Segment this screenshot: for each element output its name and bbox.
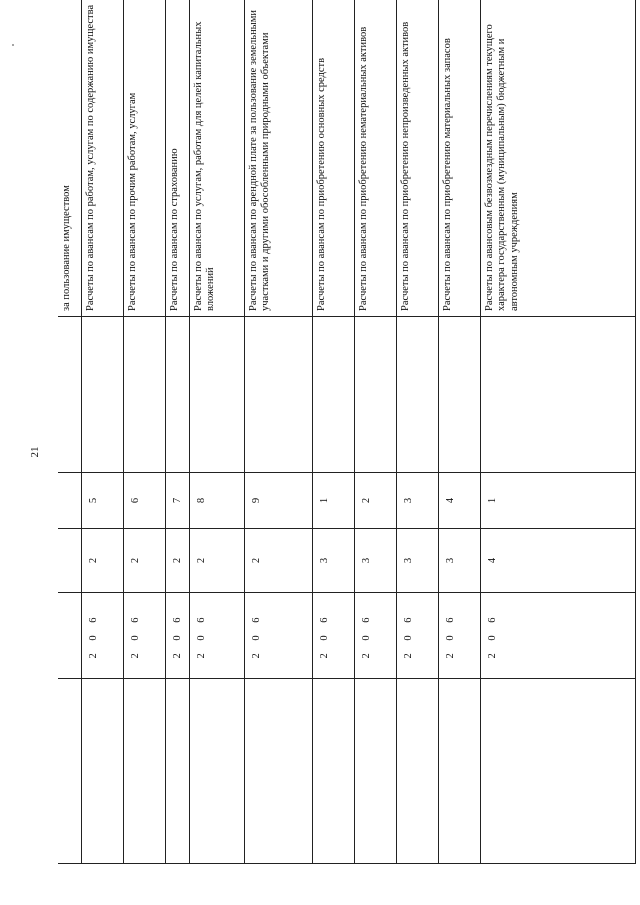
account-cell [58,679,82,864]
account-code-cell: 2 0 6 [166,593,190,679]
group-code-cell: 2 [166,529,190,593]
account-name-cell: Расчеты по авансам по приобретению основных средств [313,0,355,317]
account-name-cell: Расчеты по авансам по приобретению непроизведенных активов [397,0,439,317]
scan-dot [12,44,14,46]
account-name-cell: Расчеты по авансам по услугам, работам для целей капитальных вложений [190,0,245,317]
blank-cell [58,317,82,473]
group-code-cell [58,529,82,593]
account-cell [355,679,397,864]
table-row [439,0,481,864]
blank-cell [355,317,397,473]
account-cell [439,679,481,864]
item-code-cell: 1 [313,473,355,529]
item-code-cell: 3 [397,473,439,529]
item-code-cell: 9 [245,473,313,529]
group-code-cell: 4 [481,529,636,593]
table-row [166,0,190,864]
item-code-cell: 4 [439,473,481,529]
group-code-cell: 3 [439,529,481,593]
account-name-cell: Расчеты по авансовым безвозмездным перечислениям текущего характера государственным (муниципальным) бюджетным и автономным учреждениям [481,0,636,317]
blank-cell [313,317,355,473]
blank-cell [481,317,636,473]
blank-cell [190,317,245,473]
account-cell [481,679,636,864]
item-code-cell [58,473,82,529]
account-cell [82,679,124,864]
table-row [124,0,166,864]
account-name-cell: Расчеты по авансам по страхованию [166,0,190,317]
accounts-table-rotated [58,4,570,864]
item-code-cell: 1 [481,473,636,529]
blank-cell [245,317,313,473]
blank-cell [439,317,481,473]
account-code-cell: 2 0 6 [397,593,439,679]
account-name-cell: Расчеты по авансам по приобретению материальных запасов [439,0,481,317]
table-row [245,0,313,864]
group-code-cell: 3 [313,529,355,593]
account-name-cell: за пользование имуществом [58,0,82,317]
table-row [355,0,397,864]
table-row [82,0,124,864]
item-code-cell: 6 [124,473,166,529]
account-name-cell: Расчеты по авансам по работам, услугам по содержанию имущества [82,0,124,317]
account-code-cell [58,593,82,679]
page-number: 21 [29,446,41,458]
blank-cell [166,317,190,473]
account-cell [397,679,439,864]
group-code-cell: 3 [397,529,439,593]
group-code-cell: 3 [355,529,397,593]
account-cell [313,679,355,864]
group-code-cell: 2 [190,529,245,593]
account-code-cell: 2 0 6 [124,593,166,679]
table-row [190,0,245,864]
group-code-cell: 2 [124,529,166,593]
account-code-cell: 2 0 6 [82,593,124,679]
blank-cell [82,317,124,473]
account-code-cell: 2 0 6 [355,593,397,679]
account-name-cell: Расчеты по авансам по прочим работам, услугам [124,0,166,317]
table-row [313,0,355,864]
account-name-cell: Расчеты по авансам по приобретению нематериальных активов [355,0,397,317]
account-cell [245,679,313,864]
account-cell [166,679,190,864]
table-row [397,0,439,864]
account-code-cell: 2 0 6 [190,593,245,679]
item-code-cell: 8 [190,473,245,529]
table-row [58,0,82,864]
item-code-cell: 5 [82,473,124,529]
accounts-table [58,0,636,864]
account-code-cell: 2 0 6 [245,593,313,679]
table-row [481,0,636,864]
group-code-cell: 2 [82,529,124,593]
blank-cell [124,317,166,473]
account-code-cell: 2 0 6 [313,593,355,679]
account-cell [190,679,245,864]
account-code-cell: 2 0 6 [439,593,481,679]
account-name-cell: Расчеты по авансам по арендной плате за пользование земельными участками и другими обособленными природными объектами [245,0,313,317]
group-code-cell: 2 [245,529,313,593]
account-code-cell: 2 0 6 [481,593,636,679]
item-code-cell: 2 [355,473,397,529]
item-code-cell: 7 [166,473,190,529]
account-cell [124,679,166,864]
accounts-table-body [58,0,636,864]
blank-cell [397,317,439,473]
